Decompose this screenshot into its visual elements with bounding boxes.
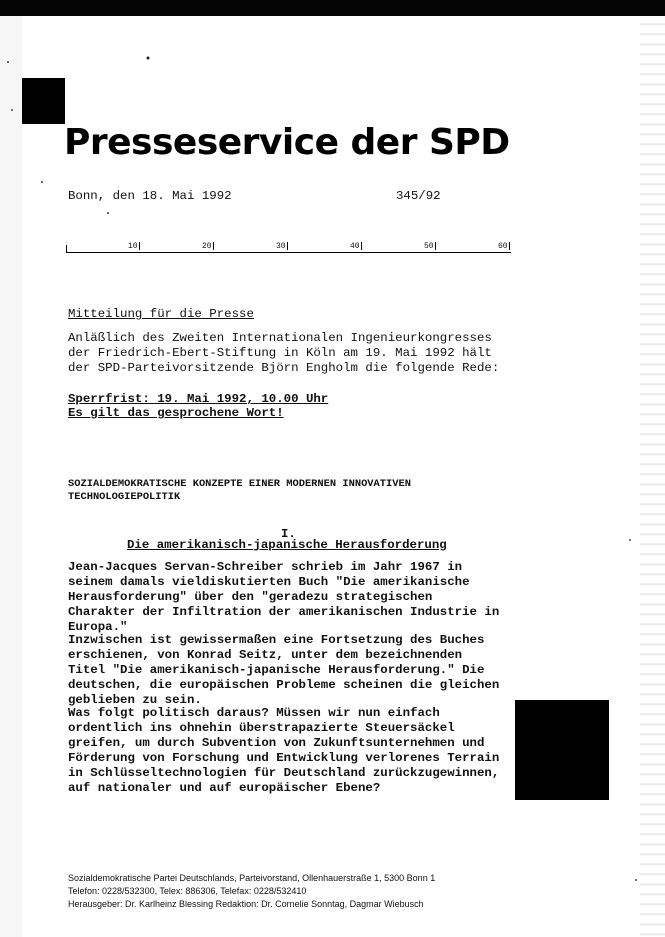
paragraph-line: Titel "Die amerikanisch-japanische Herausforderung." Die	[68, 663, 485, 677]
paragraph-line: deutschen, die europäischen Probleme scheinen die gleichen	[68, 678, 500, 692]
ruler-tick: 10	[128, 242, 138, 251]
ruler-tick: 30	[276, 242, 286, 251]
scan-black-block-top-left	[22, 78, 65, 124]
scan-top-border	[0, 0, 665, 16]
paragraph-line: Was folgt politisch daraus? Müssen wir nun einfach	[68, 706, 440, 720]
paragraph-line: in Schlüsseltechnologien für Deutschland zurückzugewinnen,	[68, 766, 500, 780]
paragraph-line: greifen, um durch Subvention von Zukunftsunternehmen und	[68, 736, 485, 750]
scan-left-edge	[0, 16, 22, 937]
paragraph-line: Inzwischen ist gewissermaßen eine Fortsetzung des Buches	[68, 633, 485, 647]
paragraph-line: ordentlich ins ohnehin überstrapazierte Steuersäckel	[68, 721, 455, 735]
place-date: Bonn, den 18. Mai 1992	[68, 189, 232, 203]
scan-right-edge	[640, 16, 665, 937]
ruler-tick: 40	[350, 242, 360, 251]
paragraph-line: Herausforderung" über den "geradezu strategischen	[68, 590, 433, 604]
paragraph-line: auf nationaler und auf europäischer Ebene?	[68, 781, 381, 795]
press-service-title: Presseservice der SPD	[64, 122, 510, 163]
footer-contact: Telefon: 0228/532300, Telex: 886306, Telefax: 0228/532410	[68, 886, 307, 896]
paragraph-line: Jean-Jacques Servan-Schreiber schrieb im Jahr 1967 in	[68, 560, 463, 574]
intro-line: der Friedrich-Ebert-Stiftung in Köln am 19. Mai 1992 hält	[68, 346, 492, 360]
speech-title-line: SOZIALDEMOKRATISCHE KONZEPTE EINER MODERNEN INNOVATIVEN	[68, 478, 411, 490]
spoken-word-notice: Es gilt das gesprochene Wort!	[68, 406, 284, 420]
paragraph-line: seinem damals vieldiskutierten Buch "Die amerikanische	[68, 575, 470, 589]
ruler-tick: 50	[424, 242, 434, 251]
press-notice-label: Mitteilung für die Presse	[68, 307, 254, 321]
paragraph-line: geblieben zu sein.	[68, 693, 202, 707]
section-number: I.	[281, 527, 296, 541]
paragraph-line: Förderung von Forschung und Entwicklung verlorenes Terrain	[68, 751, 500, 765]
footer-editors: Herausgeber: Dr. Karlheinz Blessing Redaktion: Dr. Cornelie Sonntag, Dagmar Wiebusch	[68, 899, 424, 909]
scan-black-block-bottom-right	[515, 700, 609, 800]
paragraph-line: Charakter der Infiltration der amerikanischen Industrie in	[68, 605, 500, 619]
intro-line: Anläßlich des Zweiten Internationalen Ingenieurkongresses	[68, 331, 492, 345]
section-title: Die amerikanisch-japanische Herausforderung	[127, 538, 447, 552]
embargo-notice: Sperrfrist: 19. Mai 1992, 10.00 Uhr	[68, 392, 329, 406]
paragraph-line: erschienen, von Konrad Seitz, unter dem bezeichnenden	[68, 648, 463, 662]
release-number: 345/92	[396, 189, 441, 203]
ruler-tick: 20	[202, 242, 212, 251]
footer-address: Sozialdemokratische Partei Deutschlands, Parteivorstand, Ollenhauerstraße 1, 5300 Bonn 1	[68, 873, 436, 883]
speech-title-line: TECHNOLOGIEPOLITIK	[68, 491, 181, 503]
typewriter-ruler	[66, 242, 511, 256]
intro-line: der SPD-Parteivorsitzende Björn Engholm die folgende Rede:	[68, 361, 500, 375]
ruler-tick: 60	[498, 242, 508, 251]
paragraph-line: Europa."	[68, 620, 128, 634]
